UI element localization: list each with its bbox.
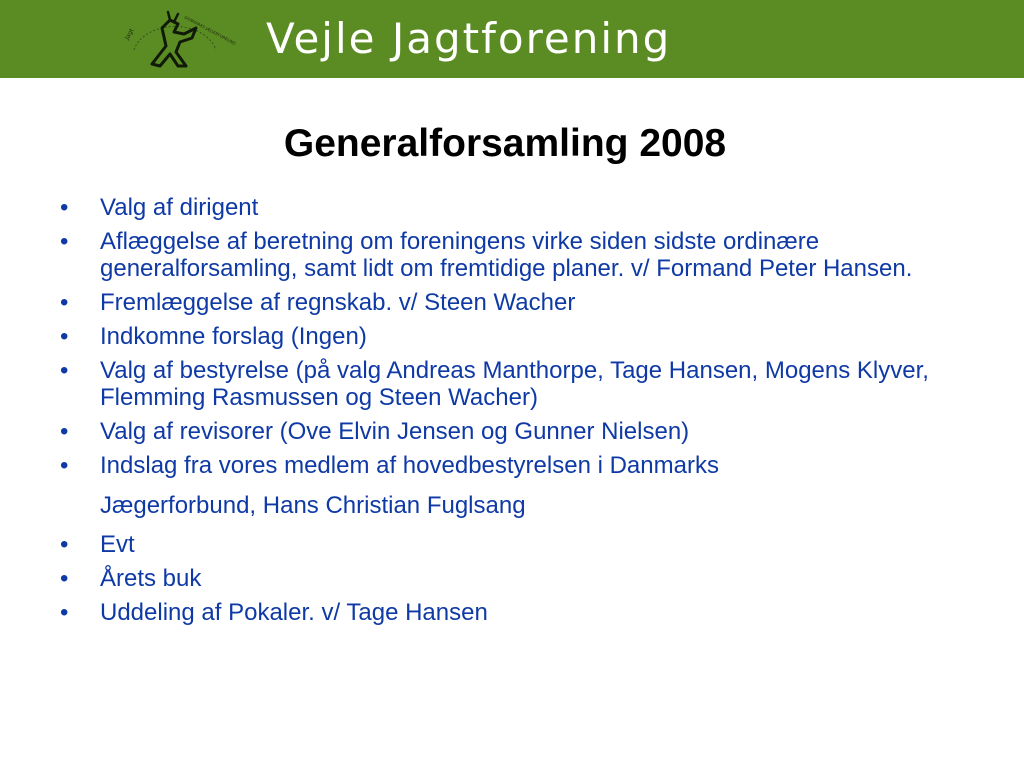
- agenda-item-arets-buk: [60, 565, 960, 592]
- svg-text:DANMARKS JÆGERFORBUND: DANMARKS JÆGERFORBUND: [183, 14, 237, 46]
- agenda-item-text: Valg af revisorer (Ove Elvin Jensen og Gunner Nielsen): [100, 418, 690, 445]
- agenda-item-pokaler: [60, 599, 960, 626]
- org-name: Vejle Jagtforening: [266, 14, 672, 63]
- bullet-icon: •: [60, 418, 69, 445]
- bullet-icon: •: [60, 323, 69, 350]
- agenda-item-indslag: [60, 452, 960, 519]
- agenda-item-text: Uddeling af Pokaler. v/ Tage Hansen: [100, 599, 488, 626]
- slide-title: Generalforsamling 2008: [283, 122, 727, 165]
- bullet-icon: •: [60, 565, 69, 592]
- agenda-item-text: Aflæggelse af beretning om foreningens virke siden sidste ordinære generalforsamling, samt lidt om fremtidige planer. v/ Formand Peter Hansen.: [100, 228, 913, 282]
- agenda-item-text: Valg af bestyrelse (på valg Andreas Manthorpe, Tage Hansen, Mogens Klyver, Flemming Rasmussen og Steen Wacher): [100, 357, 929, 411]
- bullet-icon: •: [60, 194, 69, 221]
- agenda-item-continuation: Jægerforbund, Hans Christian Fuglsang: [100, 492, 526, 519]
- header-bar: [0, 0, 1024, 78]
- jagtforening-logo-icon: [122, 6, 237, 72]
- agenda-item-text: Årets buk: [100, 565, 202, 592]
- agenda-item-beretning: [60, 228, 960, 282]
- agenda-item-text: Indkomne forslag (Ingen): [100, 323, 367, 350]
- bullet-icon: •: [60, 531, 69, 558]
- bullet-icon: •: [60, 452, 69, 479]
- bullet-icon: •: [60, 599, 69, 626]
- agenda-item-text: Indslag fra vores medlem af hovedbestyrelsen i Danmarks: [100, 452, 719, 479]
- agenda-item-bestyrelse: [60, 357, 960, 411]
- agenda-item-dirigent: [60, 194, 960, 221]
- agenda-list: [60, 194, 960, 633]
- agenda-item-forslag: [60, 323, 960, 350]
- bullet-icon: •: [60, 357, 69, 384]
- svg-text:Jagt: Jagt: [123, 27, 136, 41]
- bullet-icon: •: [60, 228, 69, 255]
- agenda-item-text: Valg af dirigent: [100, 194, 259, 221]
- agenda-item-text: Fremlæggelse af regnskab. v/ Steen Wacher: [100, 289, 576, 316]
- agenda-item-text: Evt: [100, 531, 135, 558]
- agenda-item-revisorer: [60, 418, 960, 445]
- agenda-item-regnskab: [60, 289, 960, 316]
- bullet-icon: •: [60, 289, 69, 316]
- agenda-item-evt: [60, 531, 960, 558]
